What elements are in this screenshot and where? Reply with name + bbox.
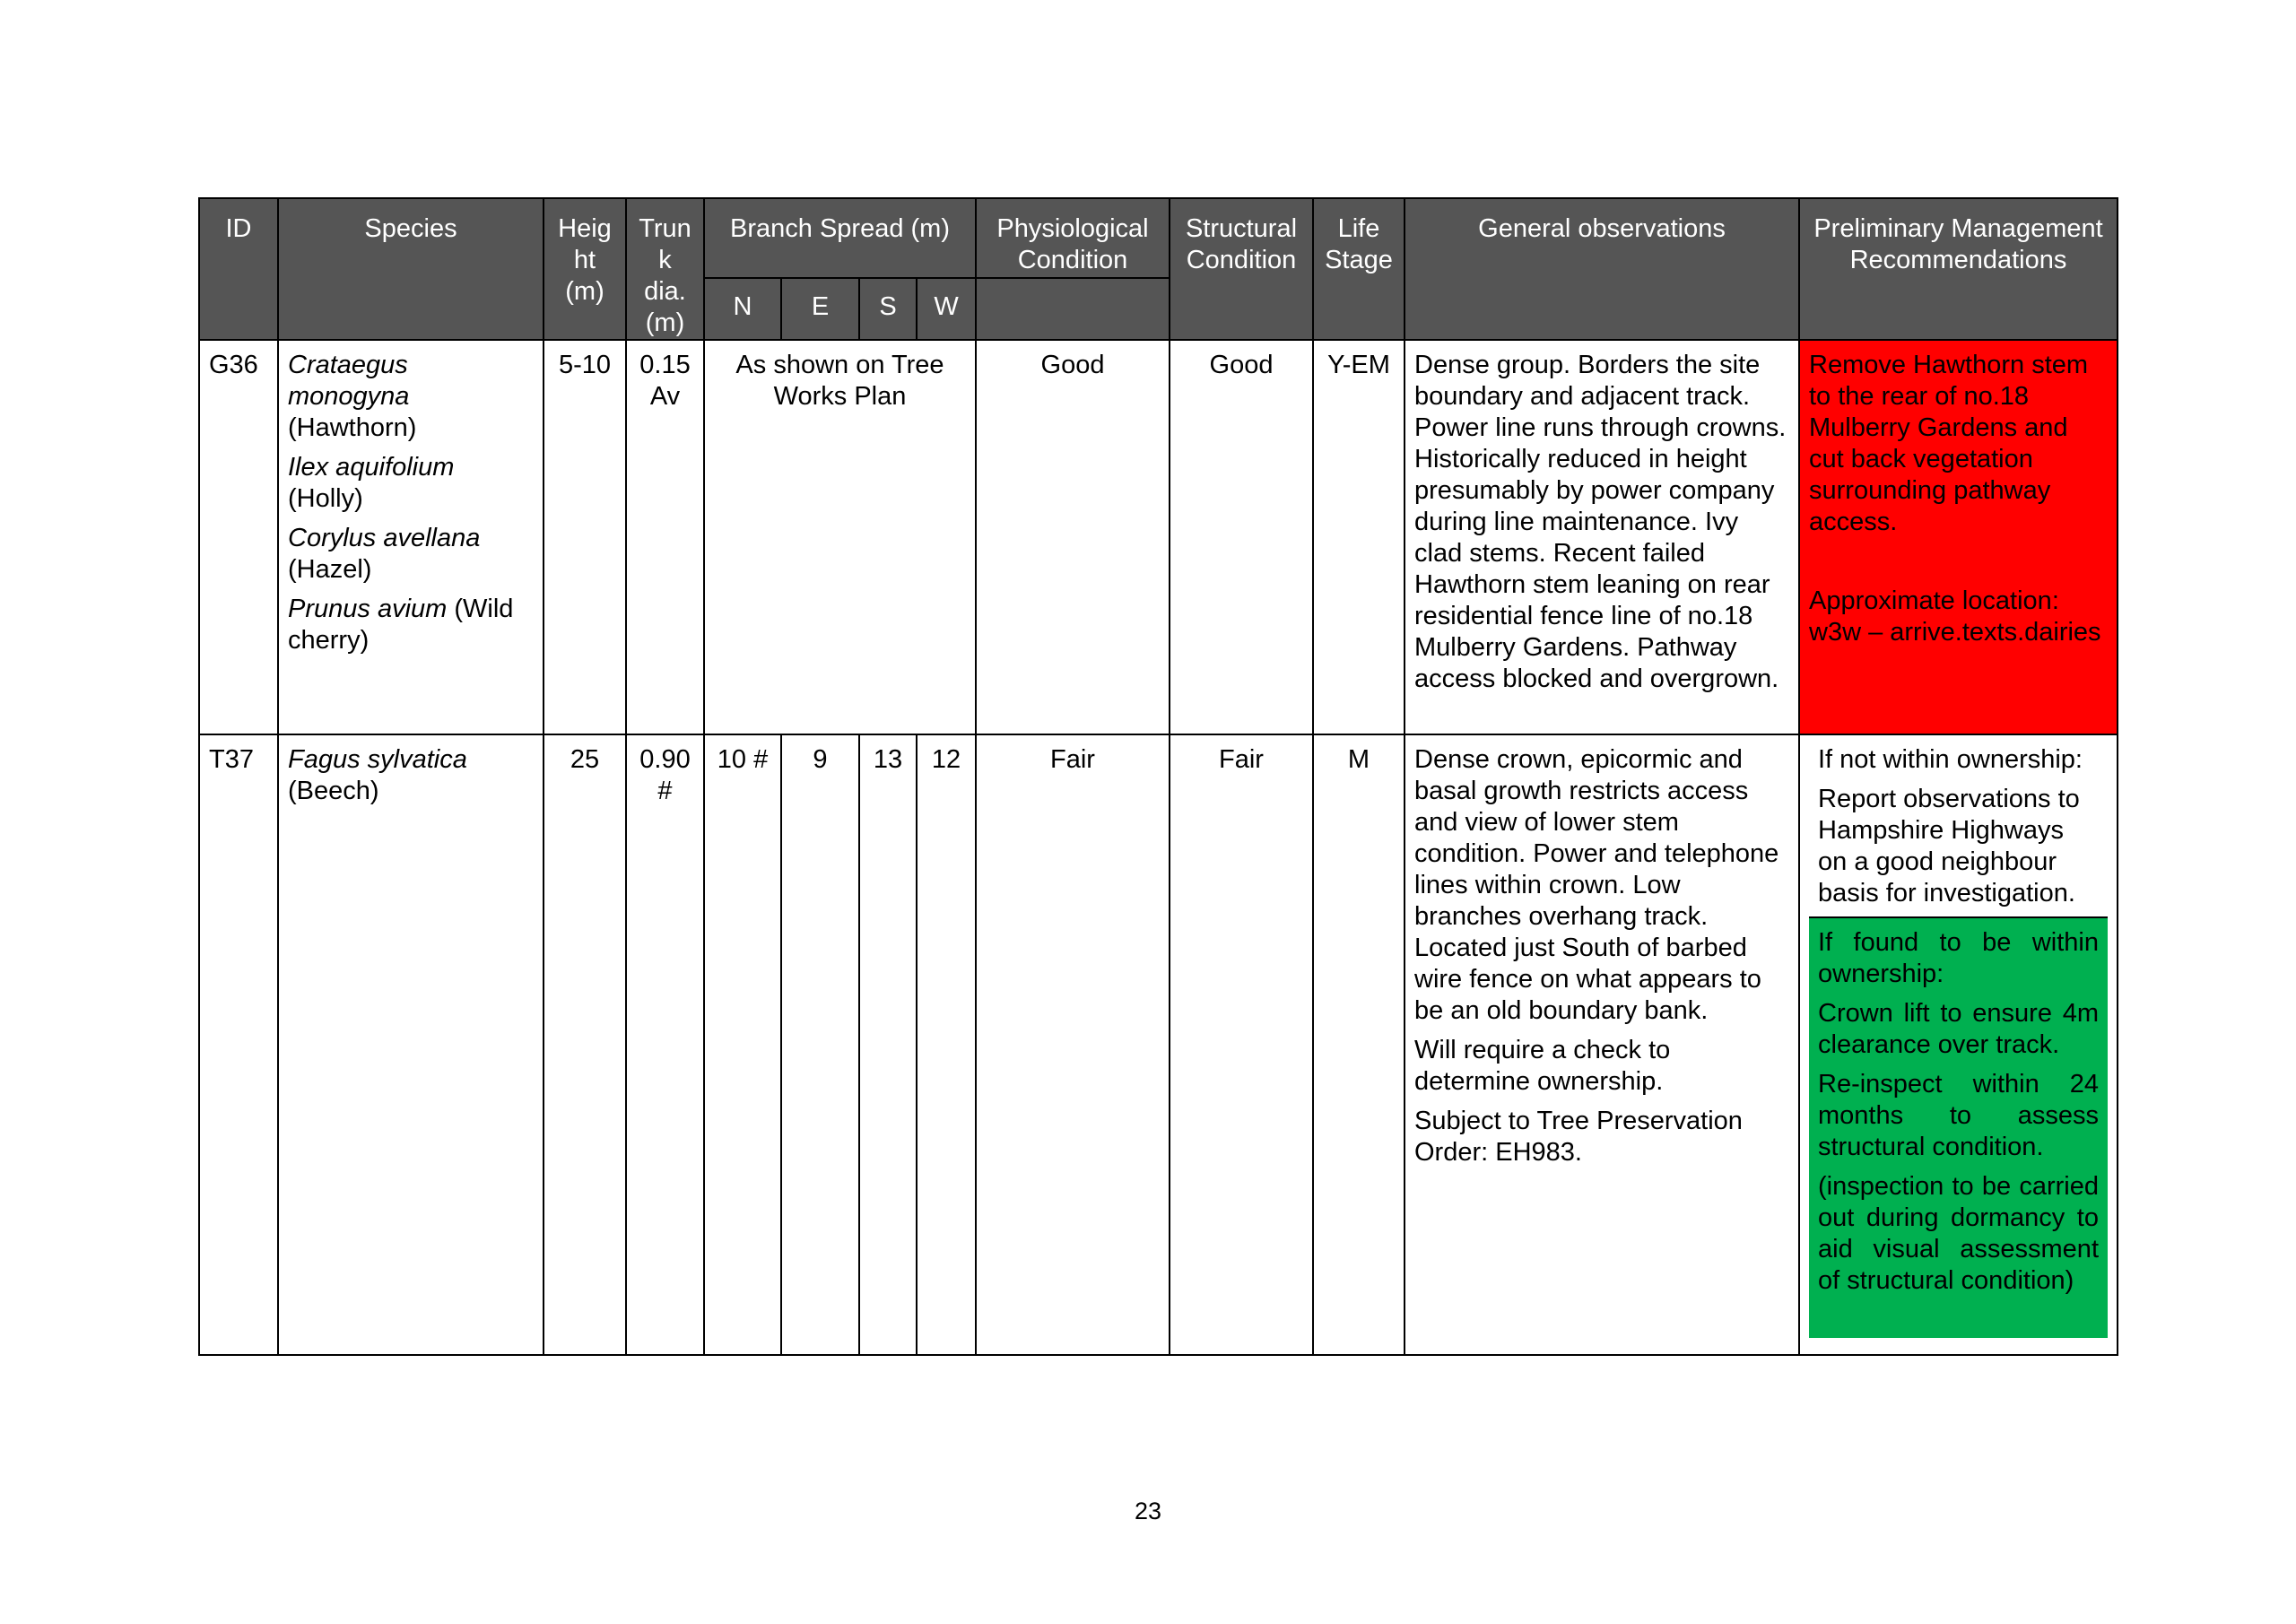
cell-physiological-condition: Fair	[976, 734, 1170, 1355]
header-physiological-condition: Physiological Condition	[976, 198, 1170, 278]
recommendation-text: Remove Hawthorn stem to the rear of no.18 Mulberry Gardens and cut back vegetation surrounding pathway access.	[1809, 351, 2089, 536]
species-common: (Wild cherry)	[288, 595, 514, 655]
recommendation-text: If not within ownership:	[1818, 745, 2083, 774]
cell-height: 5-10	[544, 340, 626, 734]
species-common: (Hazel)	[288, 555, 372, 584]
cell-structural-condition: Fair	[1170, 734, 1313, 1355]
header-general-observations: General observations	[1405, 198, 1799, 340]
cell-general-observations: Dense group. Borders the site boundary and adjacent track. Power line runs through crowns. Historically reduced in height presumably by power company during line maintenance. Ivy clad stems. Recent failed Hawthorn stem leaning on rear residential fence line of no.18 Mulberry Gardens. Pathway access blocked and overgrown.	[1405, 340, 1799, 734]
table-row	[199, 734, 2118, 1355]
cell-trunk-diameter: 0.90 #	[626, 734, 704, 1355]
cell-spread-e: 9	[781, 734, 859, 1355]
header-structural-condition: Structural Condition	[1170, 198, 1313, 340]
cell-life-stage: M	[1313, 734, 1405, 1355]
cell-species	[278, 734, 544, 1355]
recommendation-text: Crown lift to ensure 4m clearance over track.	[1818, 999, 2099, 1059]
recommendation-owned	[1809, 916, 2108, 1338]
header-life-stage: Life Stage	[1313, 198, 1405, 340]
species-latin: Corylus avellana	[288, 524, 481, 552]
cell-id: T37	[199, 734, 278, 1355]
recommendation-text: Re-inspect within 24 months to assess structural condition.	[1818, 1070, 2099, 1161]
recommendation-not-owned	[1809, 735, 2108, 916]
cell-trunk-diameter: 0.15 Av	[626, 340, 704, 734]
observation-paragraph: Subject to Tree Preservation Order: EH983.	[1414, 1107, 1743, 1167]
cell-spread-w: 12	[917, 734, 976, 1355]
cell-spread-s: 13	[859, 734, 917, 1355]
observation-paragraph: Will require a check to determine ownership.	[1414, 1036, 1671, 1096]
header-trunk-diameter: Trun k dia. (m)	[626, 198, 704, 340]
species-common: (Hawthorn)	[288, 413, 417, 442]
species-latin: Ilex aquifolium	[288, 453, 455, 482]
species-latin: Fagus sylvatica	[288, 745, 467, 774]
header-branch-spread: Branch Spread (m)	[704, 198, 976, 278]
species-latin: Crataegus monogyna	[288, 351, 410, 411]
header-management-recommendations: Preliminary Management Recommendations	[1799, 198, 2118, 340]
cell-id: G36	[199, 340, 278, 734]
header-spread-s: S	[859, 278, 917, 340]
cell-management-recommendation	[1799, 734, 2118, 1355]
recommendation-text: If found to be within ownership:	[1818, 928, 2099, 988]
cell-height: 25	[544, 734, 626, 1355]
table-row	[199, 340, 2118, 734]
cell-species	[278, 340, 544, 734]
observation-paragraph: Dense crown, epicormic and basal growth restricts access and view of lower stem condition. Power and telephone lines within crown. Low branches overhang track. Located just South of barbed wire fence on what appears to be an old boundary bank.	[1414, 745, 1779, 1025]
header-spread-n: N	[704, 278, 781, 340]
recommendation-location: Approximate location: w3w – arrive.texts.dairies	[1809, 586, 2101, 647]
cell-life-stage: Y-EM	[1313, 340, 1405, 734]
cell-branch-spread: As shown on Tree Works Plan	[704, 340, 976, 734]
species-common: (Holly)	[288, 484, 363, 513]
tree-survey-table	[198, 197, 2118, 1356]
header-height: Heig ht (m)	[544, 198, 626, 340]
cell-spread-n: 10 #	[704, 734, 781, 1355]
recommendation-text: Report observations to Hampshire Highways on a good neighbour basis for investigation.	[1818, 785, 2080, 908]
header-id: ID	[199, 198, 278, 340]
species-entry	[288, 350, 534, 444]
cell-general-observations	[1405, 734, 1799, 1355]
species-entry	[288, 594, 534, 656]
recommendation-text: (inspection to be carried out during dormancy to aid visual assessment of structural condition)	[1818, 1172, 2099, 1295]
species-entry	[288, 523, 534, 586]
cell-structural-condition: Good	[1170, 340, 1313, 734]
species-latin: Prunus avium	[288, 595, 448, 623]
cell-physiological-condition: Good	[976, 340, 1170, 734]
species-entry	[288, 452, 534, 515]
header-physiological-blank	[976, 278, 1170, 340]
cell-management-recommendation	[1799, 340, 2118, 734]
page-number: 23	[1134, 1498, 1162, 1524]
header-spread-e: E	[781, 278, 859, 340]
header-species: Species	[278, 198, 544, 340]
species-common: (Beech)	[288, 777, 379, 805]
header-spread-w: W	[917, 278, 976, 340]
